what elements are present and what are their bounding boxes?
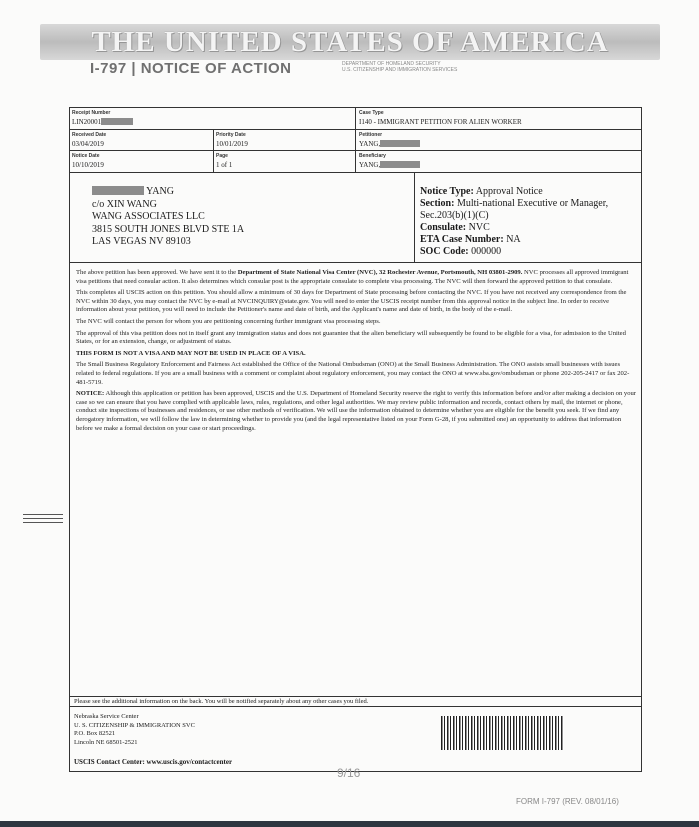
page-indicator: 9/16 — [337, 766, 361, 780]
barcode — [441, 716, 564, 750]
body-paragraph: The approval of this visa petition does not in itself grant any immigration status and does not guarantee that the alien beneficiary will subsequently be found to be eligible for a visa, for admission to the United States, or for an extension, change, or adjustment of status. — [76, 329, 626, 346]
priority-date-value: 10/01/2019 — [216, 140, 248, 148]
receipt-number-value: LIN20001 — [72, 118, 133, 126]
department-line: DEPARTMENT OF HOMELAND SECURITY — [342, 61, 441, 67]
notice-consulate: Consulate: NVC — [420, 222, 490, 233]
page-label: Page — [216, 153, 228, 159]
banner-text: THE UNITED STATES OF AMERICA — [91, 26, 609, 58]
grid-line — [213, 129, 214, 172]
notice-body — [76, 269, 636, 436]
redaction — [92, 186, 144, 195]
body-paragraph: The above petition has been approved. We have sent it to the Department of State National Visa Center (NVC), 32 Rochester Avenue, Portsmouth, NH 03801-2909. NVC processes all approved immigrant visa petitions that need consular action. It also determines which consular post is the appropriate consulate to complete visa processing. The NVC will then forward the approved petition to that consulate. — [76, 269, 629, 285]
redaction — [101, 118, 133, 125]
received-date-label: Received Date — [72, 132, 107, 138]
additional-info: Please see the additional information on the back. You will be notified separately about any other cases you filed. — [74, 698, 369, 705]
redaction — [380, 140, 420, 147]
viewer-bottom-bar — [0, 821, 699, 827]
form-revision: FORM I-797 (REV. 08/01/16) — [516, 797, 619, 806]
page-value: 1 of 1 — [216, 161, 233, 169]
body-paragraph-bold: THIS FORM IS NOT A VISA AND MAY NOT BE USED IN PLACE OF A VISA. — [76, 349, 306, 357]
body-paragraph: This completes all USCIS action on this petition. You should allow a minimum of 30 days for Department of State processing before contacting the NVC. If you have not received any correspondence from the NVC within 30 days, you may contact the NVC by e-mail at NVCINQUIRY@state.gov. You will need to enter the USCIS receipt number from this approval notice in the subject line. In order to receive information about your petition, you will need to include the Petitioner's name and date of birth, and the Applicant's name and date of birth, in the body of the e-mail. — [76, 289, 627, 314]
priority-date-label: Priority Date — [216, 132, 246, 138]
petitioner-value: YANG, — [359, 140, 420, 148]
department-line: U.S. CITIZENSHIP AND IMMIGRATION SERVICES — [342, 67, 458, 73]
beneficiary-label: Beneficiary — [359, 153, 386, 159]
address-line: LAS VEGAS NV 89103 — [92, 236, 191, 247]
grid-line — [355, 107, 356, 172]
receipt-number-label: Receipt Number — [72, 110, 111, 116]
service-center-line: Nebraska Service Center — [74, 713, 139, 720]
case-type-value: I140 - IMMIGRANT PETITION FOR ALIEN WORKER — [359, 118, 522, 126]
notice-info — [420, 186, 638, 258]
case-type-label: Case Type — [359, 110, 384, 116]
form-title: I-797 | NOTICE OF ACTION — [90, 60, 292, 77]
grid-line — [69, 262, 642, 263]
address-line: 3815 SOUTH JONES BLVD STE 1A — [92, 223, 245, 235]
notice-eta: ETA Case Number: NA — [420, 234, 521, 245]
beneficiary-value: YANG, — [359, 161, 420, 169]
body-paragraph: The NVC will contact the person for whom you are petitioning concerning further immigrant visa processing steps. — [76, 317, 381, 325]
notice-date-value: 10/10/2019 — [72, 161, 104, 169]
grid-line — [414, 172, 415, 262]
address-line: c/o XIN WANG — [92, 198, 157, 210]
notice-date-label: Notice Date — [72, 153, 100, 159]
contact-center: USCIS Contact Center: www.uscis.gov/contactcenter — [74, 758, 233, 766]
grid-line — [69, 696, 642, 697]
notice-soc: SOC Code: 000000 — [420, 246, 502, 257]
banner — [40, 24, 660, 60]
redaction — [380, 161, 420, 168]
service-center-line: P.O. Box 82521 — [74, 730, 116, 738]
received-date-value: 03/04/2019 — [72, 140, 104, 148]
service-center-address — [74, 713, 195, 747]
department-name — [342, 61, 542, 73]
margin-marks — [23, 514, 63, 528]
address-line: WANG ASSOCIATES LLC — [92, 211, 205, 222]
mailing-address — [92, 186, 244, 249]
grid-line — [69, 172, 642, 173]
address-name-line: YANG — [92, 186, 244, 199]
service-center-line: U. S. CITIZENSHIP & IMMIGRATION SVC — [74, 721, 195, 729]
service-center-line: Lincoln NE 68501-2521 — [74, 738, 138, 746]
notice-type: Notice Type: Approval Notice — [420, 186, 543, 197]
body-paragraph: NOTICE: Although this application or petition has been approved, USCIS and the U.S. Department of Homeland Security reserve the right to verify this information before and/or after making a decision on your case so we can ensure that you have complied with applicable laws, rules, regulations, and other legal authorities. We may review public information and records, contact others by mail, the internet or phone, conduct site inspections of businesses and residences, or use other methods of verification. We will use the information obtained to determine whether you are eligible for the benefit you seek. If we find any derogatory information, we will follow the law in determining whether to provide you (and the legal representative listed on your Form G-28, if you submitted one) an opportunity to address that information before we make a formal decision on your case or start proceedings. — [76, 390, 636, 432]
body-paragraph: The Small Business Regulatory Enforcement and Fairness Act established the Office of the National Ombudsman (ONO) at the Small Business Administration. The ONO assists small businesses with issues related to federal regulations. If you are a small business with a comment or complaint about regulatory enforcement, you may contact the ONO at www.sba.gov/ombudsman or phone 202-205-2417 or fax 202-481-5719. — [76, 361, 630, 386]
notice-section: Section: Multi-national Executive or Manager, Sec.203(b)(1)(C) — [420, 198, 609, 221]
petitioner-label: Petitioner — [359, 132, 383, 138]
grid-line — [69, 706, 642, 707]
